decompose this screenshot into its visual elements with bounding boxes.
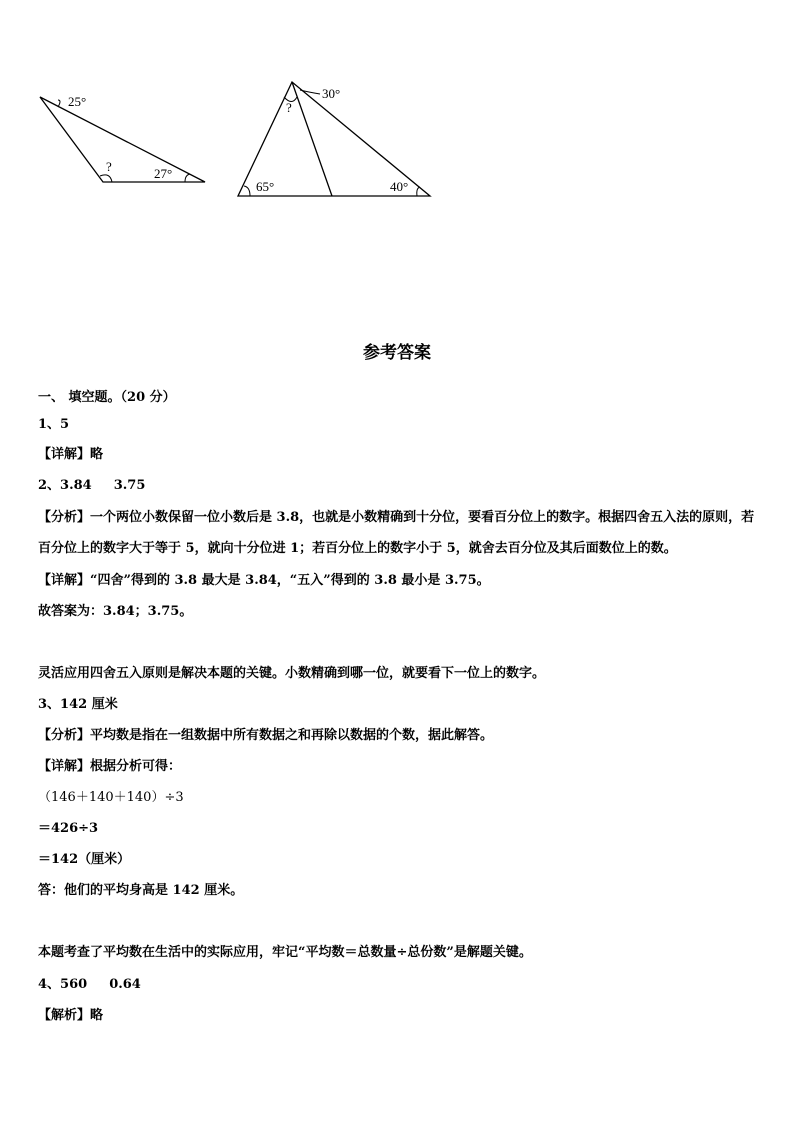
q3-analysis: 【分析】平均数是指在一组数据中所有数据之和再除以数据的个数，据此解答。 (38, 728, 494, 743)
q2-detail: 【详解】“四舍”得到的 3.8 最大是 3.84，“五入”得到的 3.8 最小是 3.75。 (38, 573, 490, 588)
q2-answer-2: 3.75 (113, 478, 146, 493)
right-angle-left-label: 65° (256, 179, 275, 194)
left-angle-right-label: 27° (154, 166, 173, 181)
triangle-figures (0, 0, 794, 230)
q3-answer: 3、142 厘米 (38, 697, 118, 712)
q2-conclusion: 故答案为：3.84；3.75。 (38, 604, 193, 619)
q2-analysis: 【分析】一个两位小数保留一位小数后是 3.8，也就是小数精确到十分位，要看百分位上的数字。根据四舍五入法的原则，若百分位上的数字大于等于 5，就向十分位进 1；若百分位上的数字小于 5，就舍去百分位及其后面数位上的数。 (38, 510, 755, 556)
right-angle-unknown-label: ? (286, 100, 292, 115)
q1-answer: 1、5 (38, 417, 70, 432)
q4-analysis: 【解析】略 (38, 1008, 104, 1023)
page-title: 参考答案 (363, 343, 431, 363)
q3-calc-2: ＝426÷3 (38, 821, 99, 836)
left-angle-unknown-label: ? (106, 159, 112, 174)
q3-comment: 本题考查了平均数在生活中的实际应用，牢记“平均数＝总数量÷总份数”是解题关键。 (38, 945, 532, 960)
right-triangle (238, 82, 430, 196)
q3-detail: 【详解】根据分析可得： (38, 759, 182, 774)
q3-final-answer: 答：他们的平均身高是 142 厘米。 (38, 883, 244, 898)
q4-answer-2: 0.64 (109, 977, 141, 992)
q2-comment: 灵活应用四舍五入原则是解决本题的关键。小数精确到哪一位，就要看下一位上的数字。 (38, 666, 546, 681)
left-triangle (40, 94, 205, 182)
q3-calc-3: ＝142（厘米） (38, 852, 131, 867)
right-angle-top-label: 30° (322, 86, 341, 101)
q4-answer (38, 977, 768, 993)
q4-answer-1: 4、560 (38, 977, 88, 992)
section-heading: 一、 填空题。（20 分） (38, 390, 176, 405)
q2-answer (38, 478, 768, 494)
left-angle-top-label: 25° (68, 94, 87, 109)
q1-detail: 【详解】略 (38, 447, 104, 462)
right-angle-right-label: 40° (390, 179, 409, 194)
q3-calc-1: （146＋140＋140）÷3 (38, 790, 184, 805)
q2-answer-1: 2、3.84 (38, 478, 92, 493)
